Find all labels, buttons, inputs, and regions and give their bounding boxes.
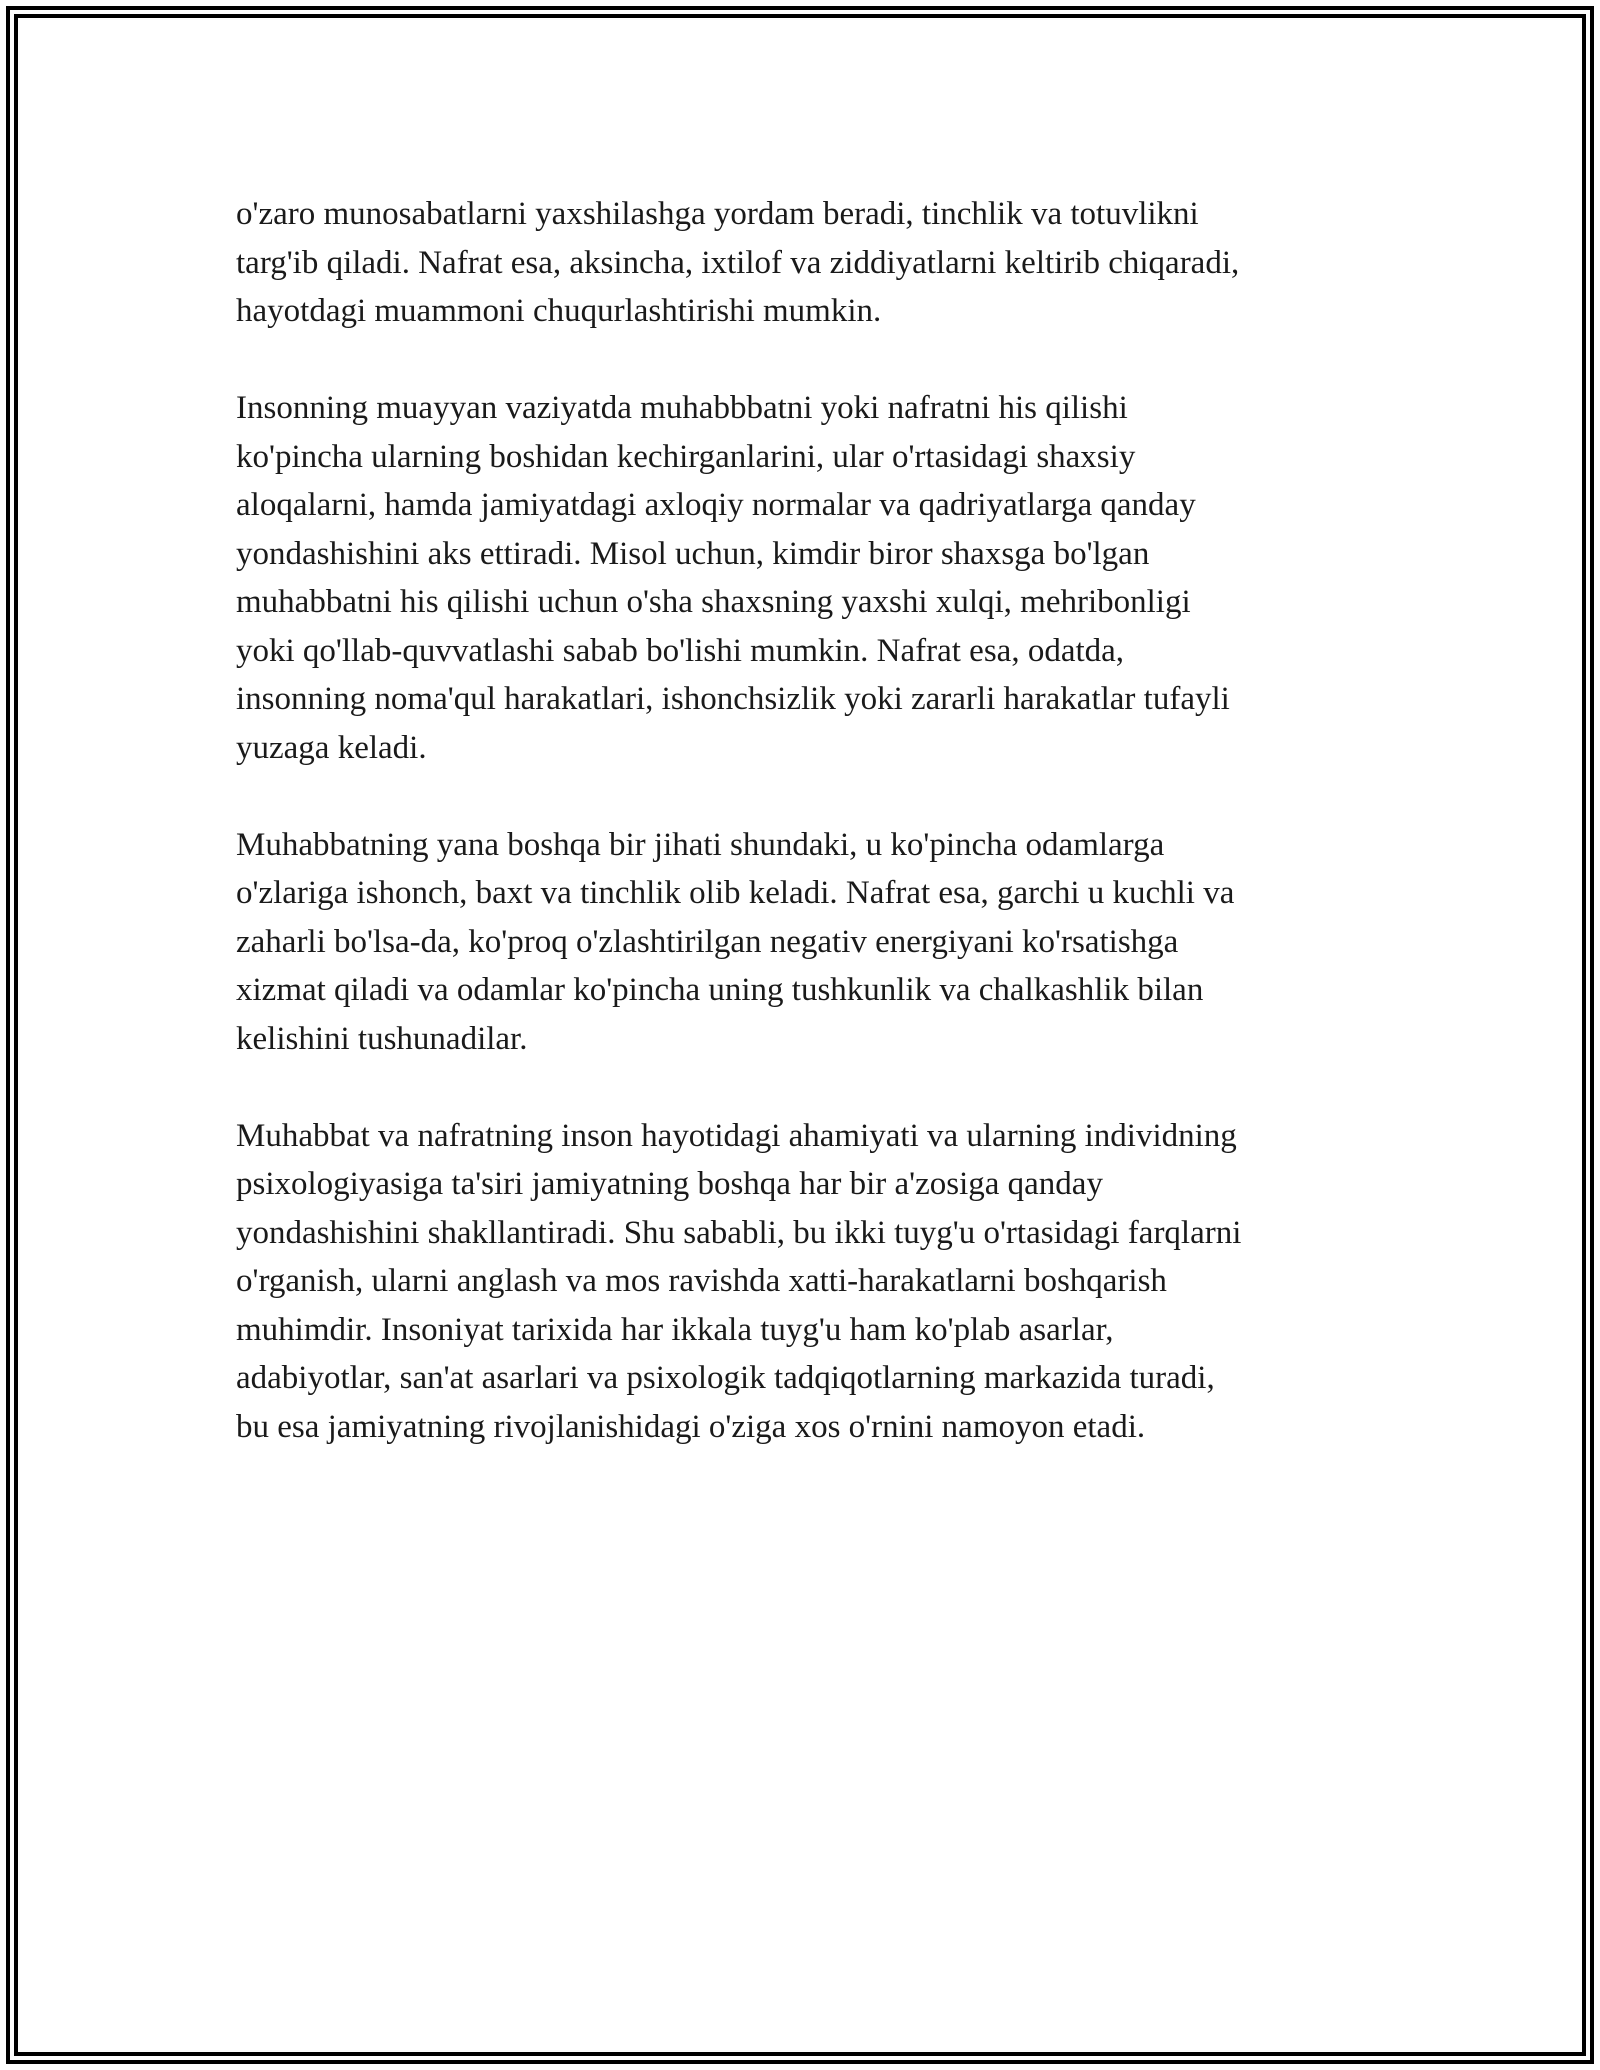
- paragraph: [236, 821, 1366, 1064]
- text-line: yoki qo'llab-quvvatlashi sabab bo'lishi mumkin. Nafrat esa, odatda,: [236, 632, 1125, 669]
- text-line: psixologiyasiga ta'siri jamiyatning boshqa har bir a'zosiga qanday: [236, 1166, 1103, 1202]
- text-line: zaharli bo'lsa-da, ko'proq o'zlashtirilgan negativ energiyani ko'rsatishga: [236, 923, 1179, 960]
- text-line: targ'ib qiladi. Nafrat esa, aksincha, ixtilof va ziddiyatlarni keltirib chiqaradi,: [236, 244, 1240, 281]
- text-line: kelishini tushunadilar.: [236, 1020, 528, 1057]
- text-line: o'rganish, ularni anglash va mos ravishda xatti-harakatlarni boshqarish: [236, 1263, 1167, 1299]
- text-line: bu esa jamiyatning rivojlanishidagi o'ziga xos o'rnini namoyon etadi.: [236, 1408, 1146, 1445]
- document-body: [236, 190, 1366, 1500]
- text-line: yondashishini aks ettiradi. Misol uchun, kimdir biror shaxsga bo'lgan: [236, 535, 1150, 572]
- text-line: o'zlariga ishonch, baxt va tinchlik olib keladi. Nafrat esa, garchi u kuchli va: [236, 875, 1235, 911]
- text-line: hayotdagi muammoni chuqurlashtirishi mumkin.: [236, 293, 882, 329]
- text-line: adabiyotlar, san'at asarlari va psixologik tadqiqotlarning markazida turadi,: [236, 1360, 1215, 1396]
- text-line: yuzaga keladi.: [236, 729, 427, 766]
- text-line: aloqalarni, hamda jamiyatdagi axloqiy normalar va qadriyatlarga qanday: [236, 487, 1196, 523]
- text-line: xizmat qiladi va odamlar ko'pincha uning tushkunlik va chalkashlik bilan: [236, 972, 1204, 1008]
- text-line: muhabbatni his qilishi uchun o'sha shaxsning yaxshi xulqi, mehribonligi: [236, 584, 1191, 620]
- text-line: Insonning muayyan vaziyatda muhabbbatni yoki nafratni his qilishi: [236, 390, 1128, 426]
- text-line: yondashishini shakllantiradi. Shu sababli, bu ikki tuyg'u o'rtasidagi farqlarni: [236, 1214, 1242, 1251]
- text-line: Muhabbatning yana boshqa bir jihati shundaki, u ko'pincha odamlarga: [236, 826, 1165, 863]
- text-line: Muhabbat va nafratning inson hayotidagi ahamiyati va ularning individning: [236, 1117, 1237, 1154]
- paragraph: [236, 384, 1366, 772]
- paragraph: [236, 1112, 1366, 1452]
- paragraph: [236, 190, 1366, 336]
- text-line: o'zaro munosabatlarni yaxshilashga yordam beradi, tinchlik va totuvlikni: [236, 196, 1199, 232]
- text-line: ko'pincha ularning boshidan kechirganlarini, ular o'rtasidagi shaxsiy: [236, 438, 1136, 475]
- text-line: muhimdir. Insoniyat tarixida har ikkala tuyg'u ham ko'plab asarlar,: [236, 1311, 1114, 1348]
- text-line: insonning noma'qul harakatlari, ishonchsizlik yoki zararli harakatlar tufayli: [236, 681, 1230, 717]
